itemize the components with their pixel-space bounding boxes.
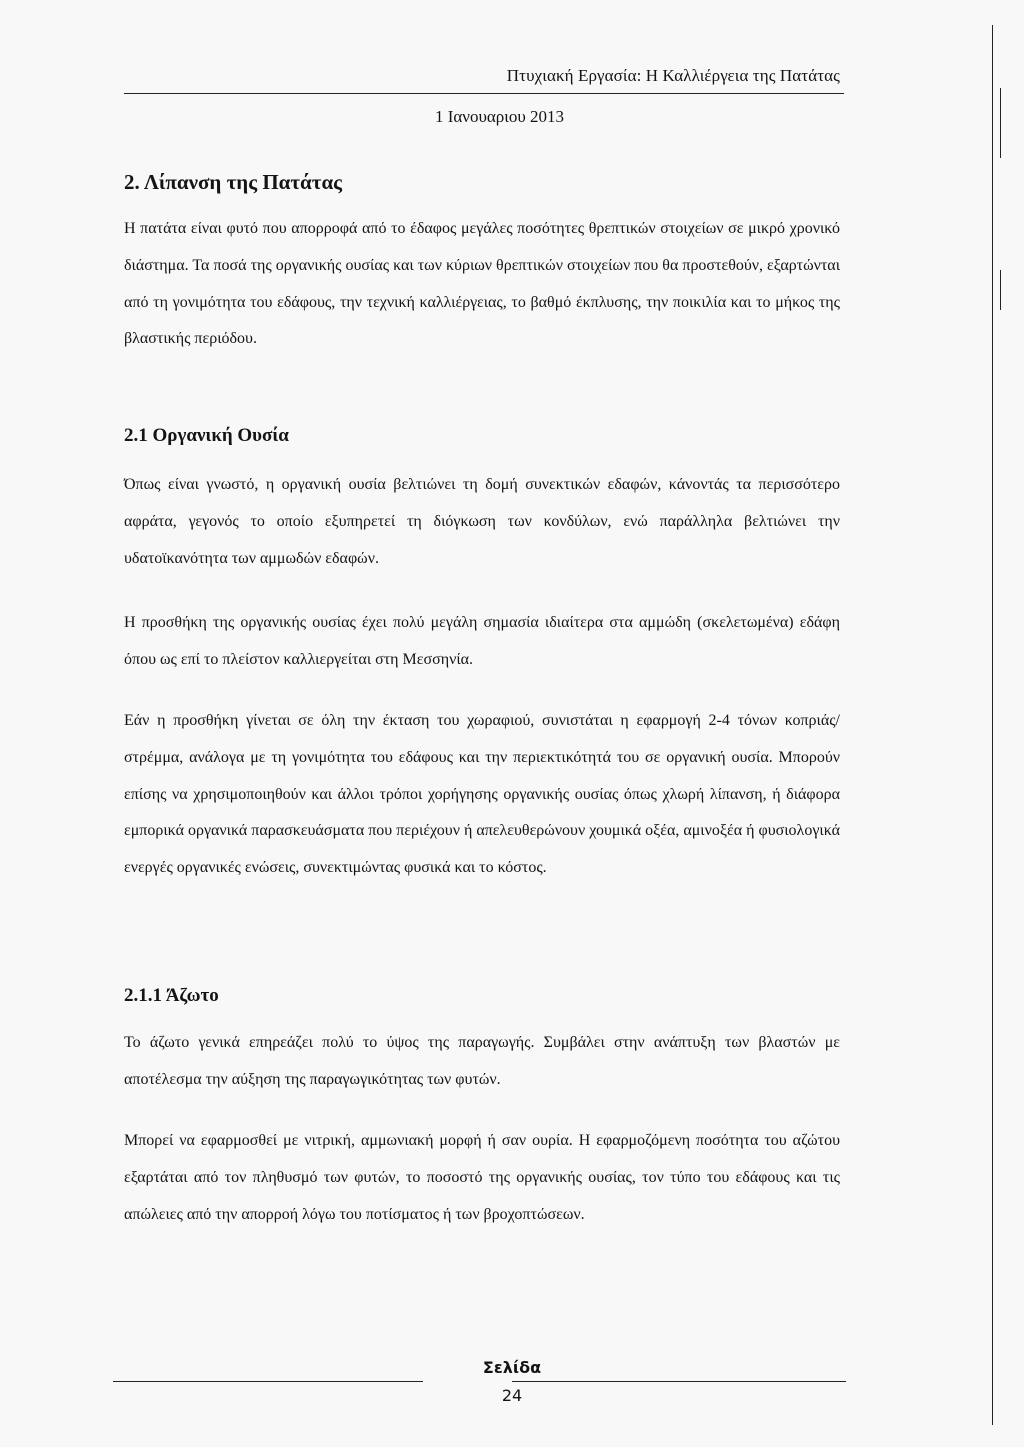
section-2-paragraph: Η πατάτα είναι φυτό που απορροφά από το έδαφος μεγάλες ποσότητες θρεπτικών στοιχείων σε μικρό χρονικό διάστημα. Τα ποσά της οργανικής ουσίας και των κύριων θρεπτικών στοιχείων που θα προστεθούν, εξαρτώνται από τη γονιμότητα του εδάφους, την τεχνική καλλιέργειας, το βαθμό έκπλυσης, την ποικιλία και το μήκος της βλαστικής περιόδου. [124, 220, 840, 348]
running-header-date: 1 Ιανουαριου 2013 [434, 107, 564, 126]
footer-page-label: Σελίδα [482, 1358, 542, 1377]
scan-page-edge-fragment [1000, 88, 1001, 158]
section-2-1-paragraph-1: Όπως είναι γνωστό, η οργανική ουσία βελτιώνει τη δομή συνεκτικών εδαφών, κάνοντάς τα περισσότερο αφράτα, γεγονός το οποίο εξυπηρετεί τη διόγκωση των κονδύλων, ενώ παράλληλα βελτιώνει την υδατοϊκανότητα των αμμωδών εδαφών. [124, 476, 840, 567]
footer-divider-right [512, 1381, 846, 1382]
section-heading-2-1-1: 2.1.1 Άζωτο [124, 985, 219, 1006]
section-heading-2: 2. Λίπανση της Πατάτας [124, 170, 343, 194]
section-heading-2-1: 2.1 Οργανική Ουσία [124, 425, 289, 446]
header-divider [124, 93, 844, 94]
section-2-1-1-paragraph-2: Μπορεί να εφαρμοσθεί με νιτρική, αμμωνιακή μορφή ή σαν ουρία. Η εφαρμοζόμενη ποσότητα του αζώτου εξαρτάται από τον πληθυσμό των φυτών, το ποσοστό της οργανικής ουσίας, τον τύπο του εδάφους και τις απώλειες από την απορροή λόγω του ποτίσματος ή των βροχοπτώσεων. [124, 1132, 840, 1223]
footer-divider-left [113, 1381, 423, 1382]
scan-page-edge [992, 25, 993, 1425]
section-2-1-paragraph-2: Η προσθήκη της οργανικής ουσίας έχει πολύ μεγάλη σημασία ιδιαίτερα στα αμμώδη (σκελετωμένα) εδάφη όπου ως επί το πλείστον καλλιεργείται στη Μεσσηνία. [124, 614, 840, 668]
running-header-title: Πτυχιακή Εργασία: Η Καλλιέργεια της Πατάτας [506, 66, 840, 85]
scan-page-edge-fragment [1000, 270, 1001, 310]
section-2-1-1-paragraph-1: Το άζωτο γενικά επηρεάζει πολύ το ύψος της παραγωγής. Συμβάλει στην ανάπτυξη των βλαστών με αποτέλεσμα την αύξηση της παραγωγικότητας των φυτών. [124, 1034, 840, 1088]
footer-page-number: 24 [501, 1386, 523, 1405]
section-2-1-paragraph-3: Εάν η προσθήκη γίνεται σε όλη την έκταση του χωραφιού, συνιστάται η εφαρμογή 2-4 τόνων κοπριάς/ στρέμμα, ανάλογα με τη γονιμότητα του εδάφους και την περιεκτικότητά του σε οργανική ουσία. Μπορούν επίσης να χρησιμοποιηθούν και άλλοι τρόποι χορήγησης οργανικής ουσίας όπως χλωρή λίπανση, ή διάφορα εμπορικά οργανικά παρασκευάσματα που περιέχουν ή απελευθερώνουν χουμικά οξέα, αμινοξέα ή φυσιολογικά ενεργές οργανικές ενώσεις, συνεκτιμώντας φυσικά και το κόστος. [124, 712, 840, 877]
